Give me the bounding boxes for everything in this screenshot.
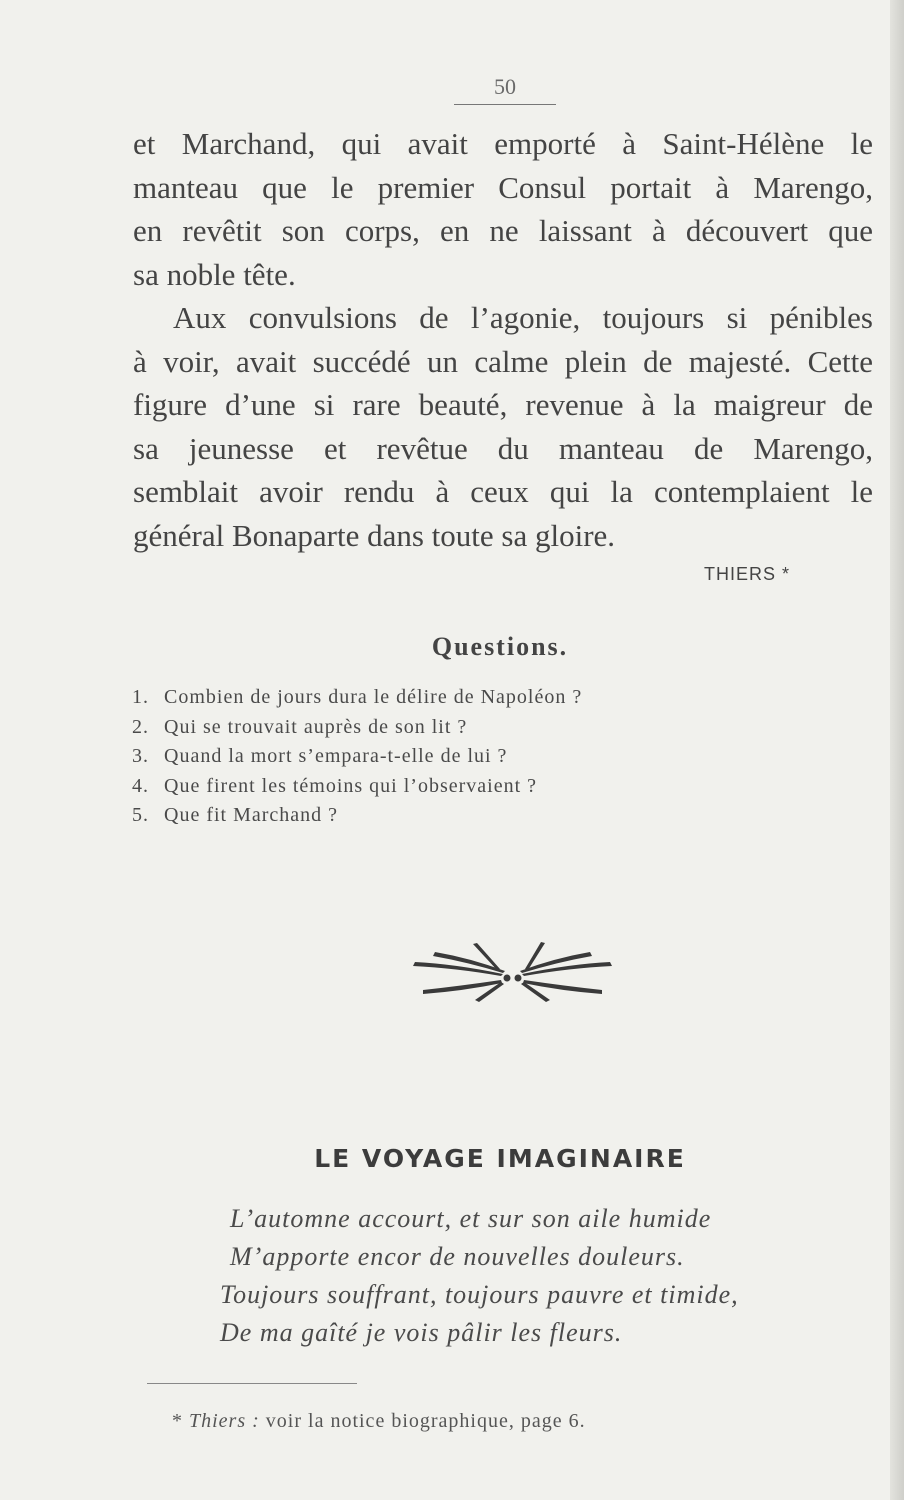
poem-line: L’automne accourt, et sur son aile humide <box>230 1204 712 1233</box>
question-text: Qui se trouvait auprès de son lit ? <box>164 715 468 738</box>
question-text: Combien de jours dura le délire de Napoléon ? <box>164 686 583 708</box>
footnote-text: voir la notice biographique, page 6. <box>265 1410 586 1432</box>
text-line: figure d’une si rare beauté, revenue à la maigreur de <box>133 387 873 422</box>
question-item <box>132 801 732 831</box>
text-line: à voir, avait succédé un calme plein de majesté. Cette <box>133 343 873 379</box>
question-number: 2. <box>132 715 149 738</box>
question-text: Quand la mort s’empara-t-elle de lui ? <box>164 745 508 767</box>
paragraph-2 <box>133 296 873 557</box>
question-number: 4. <box>132 774 149 797</box>
questions-list <box>132 683 732 831</box>
question-item <box>132 742 732 772</box>
text-line: semblait avoir rendu à ceux qui la contemplaient le <box>133 474 873 509</box>
question-item <box>132 683 732 713</box>
questions-heading: Questions. <box>431 632 569 661</box>
footnote-author-name: Thiers : <box>189 1410 260 1432</box>
footnote <box>172 1410 792 1433</box>
question-number: 1. <box>132 686 149 708</box>
text-line: Aux convulsions de l’agonie, toujours si pénibles <box>173 300 873 335</box>
page-number-rule <box>454 104 556 105</box>
text-line: en revêtit son corps, en ne laissant à découvert que <box>133 213 873 248</box>
text-line: manteau que le premier Consul portait à Marengo, <box>133 169 873 205</box>
text-line: et Marchand, qui avait emporté à Saint-Hélène le <box>133 126 873 161</box>
question-text: Que fit Marchand ? <box>164 804 339 826</box>
footnote-marker: * <box>172 1410 183 1432</box>
poem-line: M’apporte encor de nouvelles douleurs. <box>230 1242 685 1271</box>
poem-line: De ma gaîté je vois pâlir les fleurs. <box>220 1318 623 1347</box>
question-item <box>132 713 732 743</box>
question-number: 3. <box>132 745 149 767</box>
poem-line: Toujours souffrant, toujours pauvre et timide, <box>220 1280 739 1309</box>
paragraph-1 <box>133 122 873 296</box>
poem-title: LE VOYAGE IMAGINAIRE <box>314 1144 686 1173</box>
author-signature: THIERS * <box>703 564 790 584</box>
footnote-rule <box>147 1383 357 1384</box>
body-text <box>133 122 873 557</box>
page-number: 50 <box>494 74 516 99</box>
question-text: Que firent les témoins qui l’observaient ? <box>164 774 538 797</box>
text-line: sa noble tête. <box>133 256 296 292</box>
text-line: sa jeunesse et revêtue du manteau de Marengo, <box>133 430 873 466</box>
fleuron-ornament-icon <box>405 940 620 1005</box>
question-item <box>132 772 732 802</box>
poem <box>220 1200 840 1352</box>
text-line: général Bonaparte dans toute sa gloire. <box>133 517 616 553</box>
page-edge <box>890 0 904 1500</box>
question-number: 5. <box>132 804 149 826</box>
